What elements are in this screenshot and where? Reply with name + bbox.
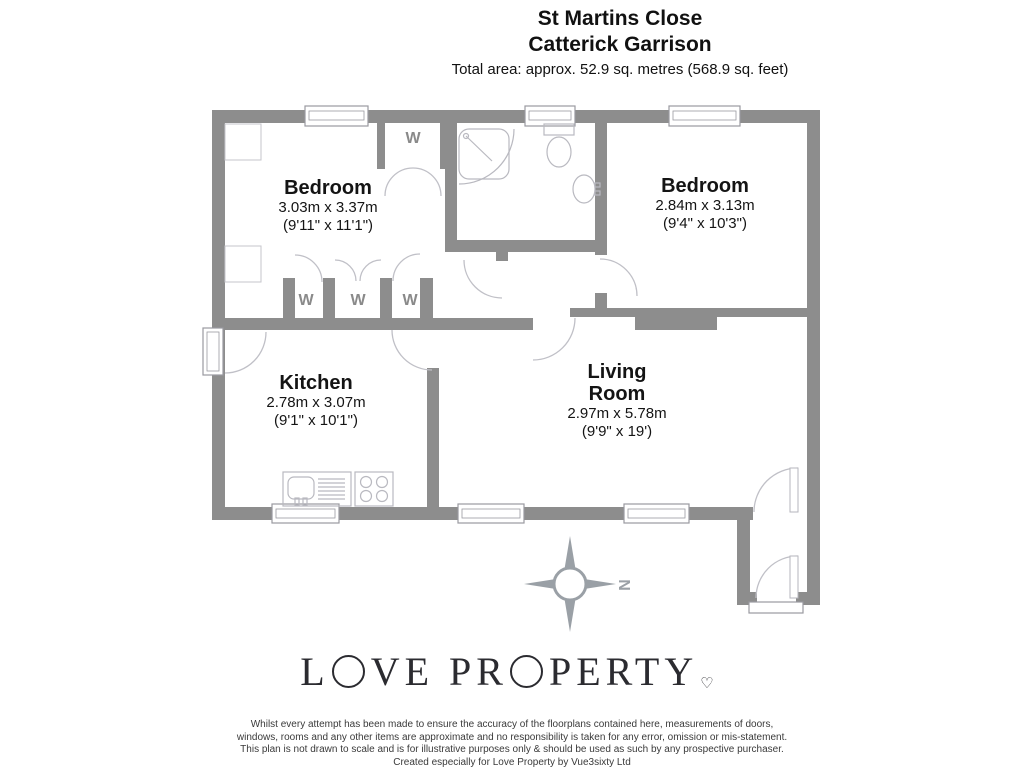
hall-living-door-arc (533, 318, 575, 360)
room-dim-imperial: (9'1" x 10'1") (274, 412, 358, 429)
living-entrance-door-leaf (790, 468, 798, 512)
wardrobe-label-2: W (350, 292, 366, 309)
logo-seg-a: L (300, 649, 330, 694)
disclaimer (0, 719, 1024, 768)
disclaimer-line4: Created especially for Love Property by Vue3sixty Ltd (393, 756, 631, 768)
wardrobe3-door-arc (393, 254, 420, 281)
disclaimer-line2: windows, rooms and any other items are approximate and no responsibility is taken for any error, omission or mis-statement. (236, 731, 788, 743)
room-dim-imperial: (9'11" x 11'1") (282, 217, 374, 234)
header (420, 6, 820, 78)
logo-seg-c: PERTY (548, 649, 699, 694)
logo-seg-b: VE PR (370, 649, 508, 694)
kitchen-label (216, 372, 416, 430)
room-dim-metric: 2.78m x 3.07m (266, 394, 366, 411)
bedroom2-label (605, 175, 805, 233)
bedroom1-label (228, 177, 428, 235)
room-dim-imperial: (9'9" x 19') (581, 423, 653, 440)
living-room-label (517, 361, 717, 441)
wardrobe1-door-arc (295, 255, 322, 282)
room-name-line2: Room (588, 383, 646, 405)
drainer-lines (318, 479, 345, 499)
room-name: Bedroom (284, 177, 372, 199)
room-dim-metric: 2.97m x 5.78m (567, 405, 667, 422)
wardrobe-label-niche: W (405, 130, 421, 147)
address-line2: Catterick Garrison (528, 33, 712, 56)
bathroom-door-arc (464, 260, 502, 298)
compass-icon (524, 536, 616, 632)
shower-arm-icon (466, 136, 492, 161)
disclaimer-line1: Whilst every attempt has been made to ensure the accuracy of the floorplans contained here, measurements of doors, (250, 719, 774, 730)
basin-icon (573, 175, 595, 203)
sink-bowl-icon (288, 477, 314, 499)
address-line1: St Martins Close (537, 7, 703, 30)
logo-letter-o-icon (510, 655, 543, 688)
wardrobe-label-1: W (298, 292, 314, 309)
compass-north-label: N (615, 579, 632, 591)
room-name: Kitchen (279, 372, 353, 394)
room-name-line1: Living (587, 361, 647, 383)
bedroom2-door-arc (600, 259, 637, 296)
wardrobe2-door-right-arc (360, 260, 381, 281)
hob-icon (355, 472, 393, 506)
room-dim-imperial: (9'4" x 10'3") (663, 215, 747, 232)
love-property-logo (242, 648, 772, 695)
toilet-bowl-icon (547, 137, 571, 167)
kitchen-fixtures (283, 472, 393, 506)
room-dim-metric: 3.03m x 3.37m (278, 199, 378, 216)
bathroom-fixtures (459, 124, 600, 203)
kitchen-door-arc (392, 330, 432, 370)
total-area: Total area: approx. 52.9 sq. metres (568.9 sq. feet) (451, 61, 789, 78)
entrance-threshold (749, 602, 803, 613)
wardrobe2-door-left-arc (335, 260, 356, 281)
room-dim-metric: 2.84m x 3.13m (655, 197, 755, 214)
door-leaves (790, 468, 798, 598)
room-name: Bedroom (661, 175, 749, 197)
disclaimer-line3: This plan is not drawn to scale and is for illustrative purposes only & should be used as such by any prospective purchaser. (240, 744, 784, 755)
logo-letter-o-icon (332, 655, 365, 688)
logo-heart-icon: ♡ (700, 676, 714, 692)
wardrobe-label-3: W (402, 292, 418, 309)
kitchen-side-door-arc (225, 332, 266, 373)
front-door-leaf (790, 556, 798, 598)
